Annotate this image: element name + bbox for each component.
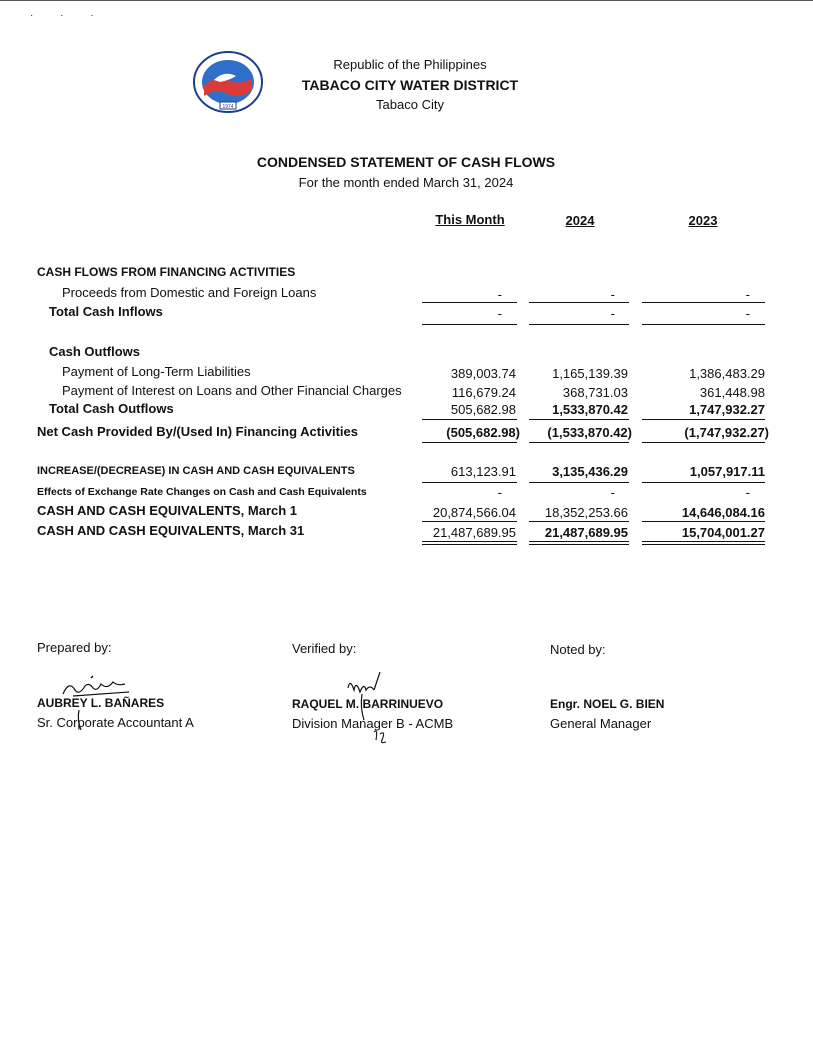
cash-end-label: CASH AND CASH EQUIVALENTS, March 31 — [37, 523, 305, 538]
rule — [642, 541, 765, 542]
prepared-name: AUBREY L. BAÑARES — [37, 696, 165, 710]
rule — [529, 482, 629, 483]
noted-name: Engr. NOEL G. BIEN — [550, 697, 665, 711]
rule — [422, 442, 517, 443]
cash-end-2023: 15,704,001.27 — [681, 525, 765, 540]
rule — [529, 442, 629, 443]
total-inflows-this-month: - — [497, 306, 502, 321]
scan-specks: · · · — [30, 10, 106, 21]
proceeds-this-month: - — [497, 287, 502, 302]
proceeds-label: Proceeds from Domestic and Foreign Loans — [62, 285, 317, 300]
total-outflows-label: Total Cash Outflows — [49, 401, 174, 416]
increase-this-month: 613,123.91 — [450, 464, 516, 479]
payment-interest-2023: 361,448.98 — [699, 385, 765, 400]
financing-heading: CASH FLOWS FROM FINANCING ACTIVITIES — [37, 265, 296, 279]
column-header-2023: 2023 — [688, 213, 718, 228]
increase-2023: 1,057,917.11 — [689, 464, 765, 479]
proceeds-2023: - — [745, 287, 750, 302]
noted-by-label: Noted by: — [550, 642, 606, 657]
rule — [642, 521, 765, 522]
cash-begin-2024: 18,352,253.66 — [544, 505, 628, 520]
fx-effects-label: Effects of Exchange Rate Changes on Cash and Cash Equivalents — [37, 486, 367, 498]
rule — [529, 544, 629, 545]
rule — [642, 302, 765, 303]
total-inflows-label: Total Cash Inflows — [49, 304, 163, 319]
rule — [642, 419, 765, 420]
rule — [642, 442, 765, 443]
prepared-by-label: Prepared by: — [37, 640, 112, 655]
payment-interest-label: Payment of Interest on Loans and Other Financial Charges — [62, 383, 402, 398]
logo-year: 1974 — [222, 104, 234, 110]
net-financing-2023: (1,747,932.27) — [684, 425, 769, 440]
total-outflows-2024: 1,533,870.42 — [552, 402, 628, 417]
rule — [422, 541, 517, 542]
rule — [529, 302, 629, 303]
cash-begin-label: CASH AND CASH EQUIVALENTS, March 1 — [37, 503, 298, 518]
rule — [529, 541, 629, 542]
header-agency: TABACO CITY WATER DISTRICT — [301, 77, 519, 93]
verified-title: Division Manager B - ACMB — [292, 716, 454, 731]
total-inflows-2024: - — [610, 306, 615, 321]
rule — [422, 302, 517, 303]
noted-title: General Manager — [550, 716, 652, 731]
header-republic: Republic of the Philippines — [333, 57, 487, 72]
rule — [422, 482, 517, 483]
net-financing-2024: (1,533,870.42) — [547, 425, 632, 440]
net-financing-label: Net Cash Provided By/(Used In) Financing Activities — [37, 424, 358, 439]
rule — [422, 419, 517, 420]
fx-effects-this-month: - — [497, 485, 502, 500]
net-financing-this-month: (505,682.98) — [446, 425, 520, 440]
proceeds-2024: - — [610, 287, 615, 302]
payment-ltl-label: Payment of Long-Term Liabilities — [62, 364, 251, 379]
payment-interest-2024: 368,731.03 — [562, 385, 628, 400]
cash-end-2024: 21,487,689.95 — [544, 525, 628, 540]
total-outflows-2023: 1,747,932.27 — [689, 402, 765, 417]
total-inflows-2023: - — [745, 306, 750, 321]
rule — [529, 521, 629, 522]
statement-title: CONDENSED STATEMENT OF CASH FLOWS — [256, 154, 556, 170]
rule — [642, 482, 765, 483]
rule — [529, 419, 629, 420]
total-outflows-this-month: 505,682.98 — [450, 402, 516, 417]
increase-label: INCREASE/(DECREASE) IN CASH AND CASH EQUIVALENTS — [37, 465, 355, 477]
payment-ltl-this-month: 389,003.74 — [450, 366, 516, 381]
column-header-this-month: This Month — [435, 212, 505, 227]
header-city: Tabaco City — [376, 97, 444, 112]
prepared-title: Sr. Corporate Accountant A — [37, 715, 194, 730]
rule — [422, 324, 517, 325]
verified-by-label: Verified by: — [292, 641, 357, 656]
payment-ltl-2023: 1,386,483.29 — [689, 366, 765, 381]
cash-begin-2023: 14,646,084.16 — [681, 505, 765, 520]
rule — [422, 544, 517, 545]
fx-effects-2024: - — [610, 485, 615, 500]
water-district-logo-icon — [190, 50, 266, 114]
payment-interest-this-month: 116,679.24 — [451, 385, 516, 400]
statement-period: For the month ended March 31, 2024 — [298, 175, 514, 190]
rule — [422, 521, 517, 522]
payment-ltl-2024: 1,165,139.39 — [552, 366, 628, 381]
verified-name: RAQUEL M. BARRINUEVO — [292, 697, 444, 711]
cash-begin-this-month: 20,874,566.04 — [432, 505, 516, 520]
rule — [642, 544, 765, 545]
rule — [642, 324, 765, 325]
fx-effects-2023: - — [745, 485, 750, 500]
column-header-2024: 2024 — [565, 213, 595, 228]
top-border — [0, 0, 813, 1]
cash-end-this-month: 21,487,689.95 — [432, 525, 516, 540]
increase-2024: 3,135,436.29 — [552, 464, 628, 479]
rule — [529, 324, 629, 325]
outflows-heading: Cash Outflows — [49, 344, 141, 359]
